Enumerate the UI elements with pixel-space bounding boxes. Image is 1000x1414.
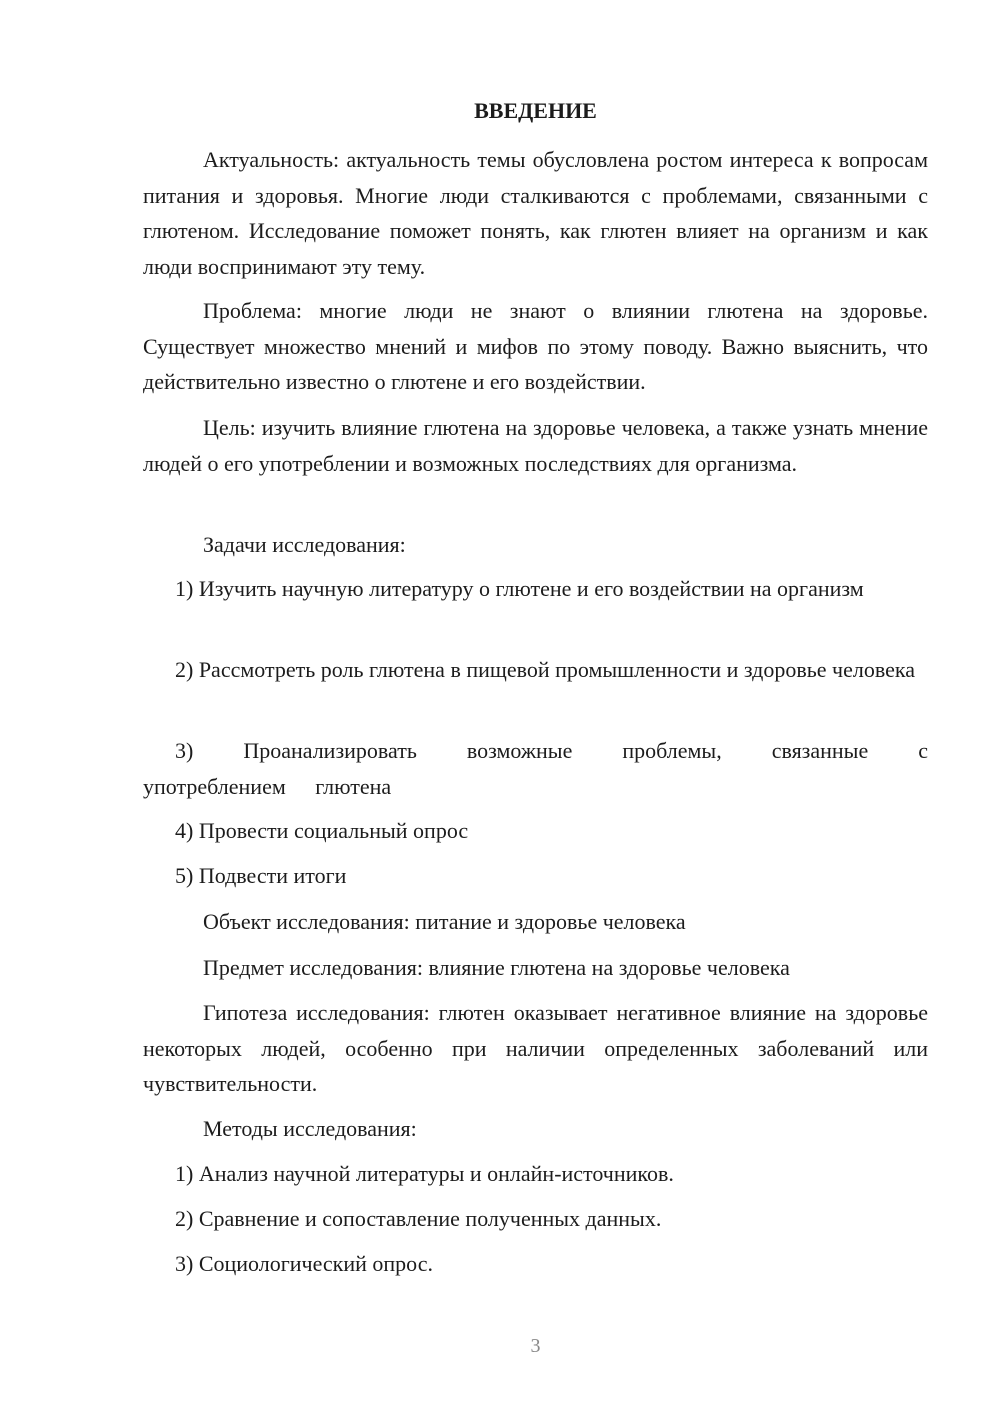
method-item: 1) Анализ научной литературы и онлайн-источников. bbox=[175, 1161, 674, 1186]
document-page bbox=[143, 0, 928, 1414]
page-number: 3 bbox=[530, 1335, 541, 1357]
object-paragraph: Объект исследования: питание и здоровье человека bbox=[203, 909, 686, 934]
hypothesis-paragraph: Гипотеза исследования: глютен оказывает негативное влияние на здоровье некоторых людей, особенно при наличии определенных заболеваний или чувствительности. bbox=[143, 1000, 928, 1096]
tasks-heading: Задачи исследования: bbox=[203, 532, 406, 557]
subject-paragraph: Предмет исследования: влияние глютена на здоровье человека bbox=[203, 955, 790, 980]
section-heading: ВВЕДЕНИЕ bbox=[474, 98, 597, 123]
methods-heading: Методы исследования: bbox=[203, 1116, 417, 1141]
problem-paragraph: Проблема: многие люди не знают о влиянии глютена на здоровье. Существует множество мнений и мифов по этому поводу. Важно выяснить, что действительно известно о глютене и его воздействии. bbox=[143, 298, 928, 394]
goal-paragraph: Цель: изучить влияние глютена на здоровье человека, а также узнать мнение людей о его употреблении и возможных последствиях для организма. bbox=[143, 415, 928, 476]
method-item: 3) Социологический опрос. bbox=[175, 1251, 433, 1276]
method-item: 2) Сравнение и сопоставление полученных данных. bbox=[175, 1206, 662, 1231]
task-item: 5) Подвести итоги bbox=[175, 863, 347, 888]
task-item: 3) Проанализировать возможные проблемы, связанные с употреблением глютена bbox=[143, 738, 928, 799]
task-item: 2) Рассмотреть роль глютена в пищевой промышленности и здоровье человека bbox=[175, 657, 915, 682]
relevance-paragraph: Актуальность: актуальность темы обусловлена ростом интереса к вопросам питания и здоровья. Многие люди сталкиваются с проблемами, связанными с глютеном. Исследование поможет понять, как глютен влияет на организм и как люди воспринимают эту тему. bbox=[143, 147, 928, 279]
task-item: 1) Изучить научную литературу о глютене и его воздействии на организм bbox=[175, 576, 864, 601]
task-item: 4) Провести социальный опрос bbox=[175, 818, 469, 843]
